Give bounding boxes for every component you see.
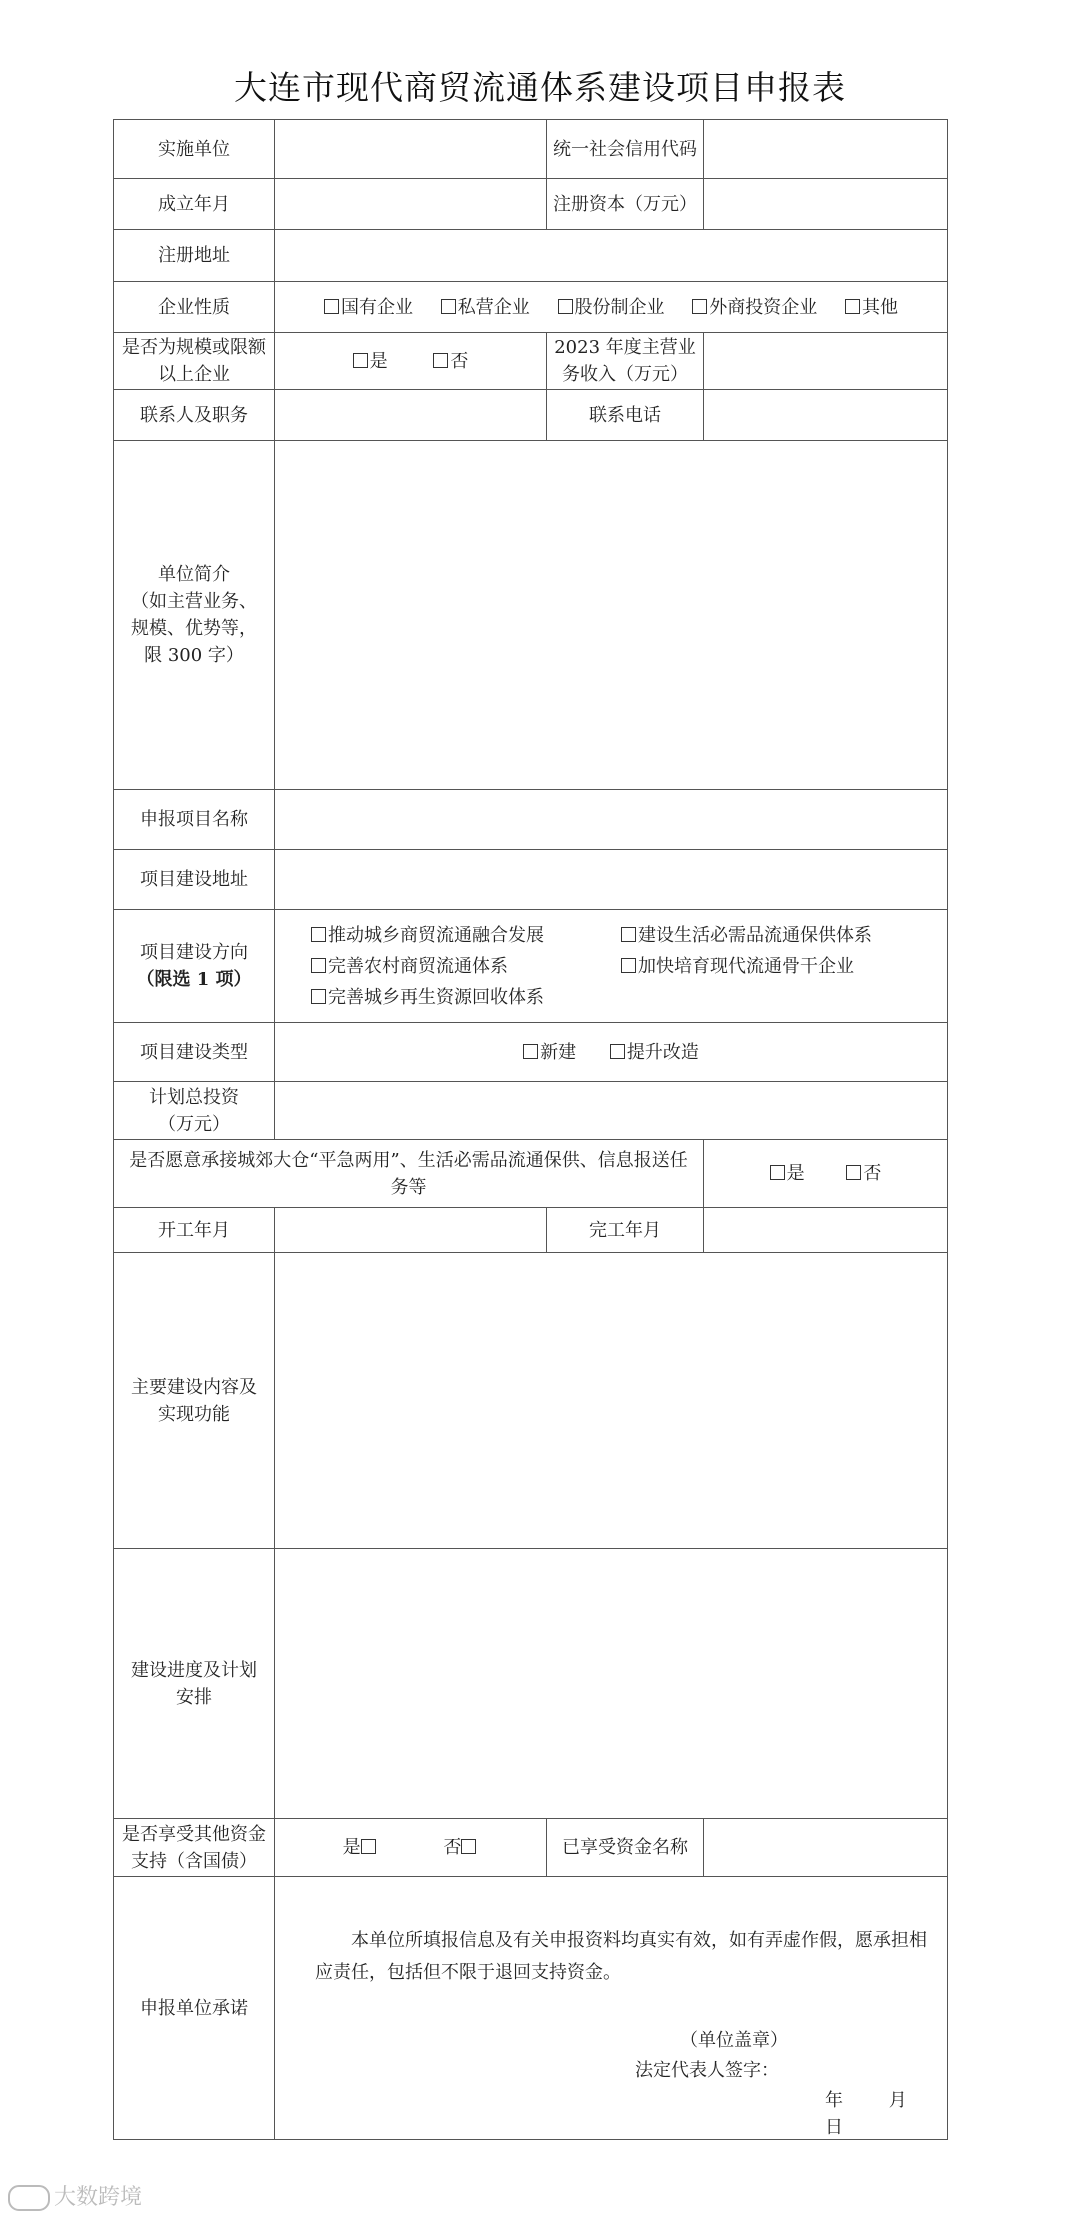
contact-phone-field[interactable] <box>704 390 948 441</box>
checkbox-icon[interactable] <box>311 989 326 1004</box>
label-established-date: 成立年月 <box>114 179 275 230</box>
label-contact-person: 联系人及职务 <box>114 390 275 441</box>
project-direction-options <box>275 910 948 1023</box>
total-investment-field[interactable] <box>275 1082 948 1140</box>
funding-name-field[interactable] <box>704 1819 948 1877</box>
label-undertake-tasks: 是否愿意承接城郊大仓“平急两用”、生活必需品流通保供、信息报送任务等 <box>114 1140 704 1208</box>
checkbox-icon[interactable] <box>846 1165 861 1180</box>
project-name-field[interactable] <box>275 790 948 850</box>
seal-label: （单位盖章） <box>680 2030 788 2051</box>
total-investment-title: 计划总投资 <box>149 1086 239 1108</box>
option-no[interactable]: 否 <box>846 1160 881 1187</box>
scale-enterprise-options <box>275 333 547 390</box>
label-funding-name: 已享受资金名称 <box>547 1819 704 1877</box>
checkbox-icon[interactable] <box>433 353 448 368</box>
label-progress-plan <box>114 1549 275 1819</box>
option-urban-rural-integration[interactable]: 推动城乡商贸流通融合发展 <box>311 922 621 949</box>
project-direction-limit: （限选 1 项） <box>136 969 252 990</box>
checkbox-icon[interactable] <box>441 299 456 314</box>
page-title: 大连市现代商贸流通体系建设项目申报表 <box>234 68 846 107</box>
option-new-build[interactable]: 新建 <box>523 1039 576 1066</box>
label-project-address: 项目建设地址 <box>114 850 275 910</box>
total-investment-unit: （万元） <box>158 1113 230 1135</box>
implementing-unit-field[interactable] <box>275 120 547 179</box>
option-yes[interactable]: 是 <box>343 1834 378 1861</box>
main-content-field[interactable] <box>275 1253 948 1549</box>
label-implementing-unit: 实施单位 <box>114 120 275 179</box>
main-content-title: 主要建设内容及 <box>131 1376 257 1398</box>
unit-profile-hint: 规模、优势等， <box>131 618 257 639</box>
checkbox-icon[interactable] <box>692 299 707 314</box>
label-completion-date: 完工年月 <box>547 1208 704 1253</box>
checkbox-icon[interactable] <box>311 958 326 973</box>
registered-address-field[interactable] <box>275 230 948 282</box>
credit-code-field[interactable] <box>704 120 948 179</box>
unit-profile-hint: （如主营业务、 <box>131 591 257 612</box>
commitment-text: 本单位所填报信息及有关申报资料均真实有效，如有弄虚作假，愿承担相应责任，包括但不限于退回支持资金。 <box>315 1930 927 1983</box>
label-project-name: 申报项目名称 <box>114 790 275 850</box>
project-type-options <box>275 1023 948 1082</box>
commitment-section <box>275 1877 948 2140</box>
watermark-text: 大数跨境 <box>54 2185 143 2210</box>
checkbox-icon[interactable] <box>558 299 573 314</box>
watermark <box>8 2180 142 2211</box>
option-essentials-supply[interactable]: 建设生活必需品流通保供体系 <box>621 922 891 949</box>
label-main-revenue-2023: 2023 年度主营业务收入（万元） <box>547 333 704 390</box>
label-enterprise-type: 企业性质 <box>114 282 275 333</box>
option-yes[interactable]: 是 <box>353 348 388 375</box>
project-address-field[interactable] <box>275 850 948 910</box>
label-commitment: 申报单位承诺 <box>114 1877 275 2140</box>
option-upgrade[interactable]: 提升改造 <box>610 1039 699 1066</box>
label-unit-profile <box>114 441 275 790</box>
checkbox-icon[interactable] <box>324 299 339 314</box>
option-backbone-enterprise[interactable]: 加快培育现代流通骨干企业 <box>621 953 891 980</box>
option-state-owned[interactable]: 国有企业 <box>324 294 413 321</box>
progress-plan-field[interactable] <box>275 1549 948 1819</box>
checkbox-icon[interactable] <box>353 353 368 368</box>
checkbox-icon[interactable] <box>621 927 636 942</box>
enterprise-type-options <box>275 282 948 333</box>
application-form-lower <box>113 1252 948 2140</box>
sign-date[interactable]: 年 月 日 <box>825 2090 907 2138</box>
checkbox-icon[interactable] <box>845 299 860 314</box>
option-yes[interactable]: 是 <box>770 1160 805 1187</box>
checkbox-icon[interactable] <box>770 1165 785 1180</box>
option-recycling-system[interactable]: 完善城乡再生资源回收体系 <box>311 984 621 1011</box>
progress-plan-title: 建设进度及计划 <box>131 1659 257 1681</box>
unit-profile-field[interactable] <box>275 441 948 790</box>
option-foreign-invested[interactable]: 外商投资企业 <box>692 294 817 321</box>
option-rural-commerce[interactable]: 完善农村商贸流通体系 <box>311 953 621 980</box>
option-other[interactable]: 其他 <box>845 294 898 321</box>
progress-plan-title: 安排 <box>176 1686 212 1708</box>
label-registered-capital: 注册资本（万元） <box>547 179 704 230</box>
application-form-upper <box>113 119 948 1253</box>
established-date-field[interactable] <box>275 179 547 230</box>
start-date-field[interactable] <box>275 1208 547 1253</box>
label-start-date: 开工年月 <box>114 1208 275 1253</box>
undertake-tasks-options <box>704 1140 948 1208</box>
checkbox-icon[interactable] <box>311 927 326 942</box>
option-joint-stock[interactable]: 股份制企业 <box>558 294 665 321</box>
option-no[interactable]: 否 <box>443 1834 478 1861</box>
unit-profile-title: 单位简介 <box>158 564 230 585</box>
checkbox-icon[interactable] <box>523 1044 538 1059</box>
label-project-type: 项目建设类型 <box>114 1023 275 1082</box>
registered-capital-field[interactable] <box>704 179 948 230</box>
watermark-logo-icon <box>8 2185 50 2211</box>
other-funding-options <box>275 1819 547 1877</box>
label-contact-phone: 联系电话 <box>547 390 704 441</box>
checkbox-icon[interactable] <box>610 1044 625 1059</box>
project-direction-title: 项目建设方向 <box>140 942 248 963</box>
main-revenue-field[interactable] <box>704 333 948 390</box>
option-no[interactable]: 否 <box>433 348 468 375</box>
unit-profile-hint: 限 300 字） <box>144 645 244 666</box>
label-other-funding: 是否享受其他资金支持（含国债） <box>114 1819 275 1877</box>
label-total-investment <box>114 1082 275 1140</box>
label-registered-address: 注册地址 <box>114 230 275 282</box>
main-content-title: 实现功能 <box>158 1403 230 1425</box>
checkbox-icon[interactable] <box>361 1839 376 1854</box>
completion-date-field[interactable] <box>704 1208 948 1253</box>
checkbox-icon[interactable] <box>461 1839 476 1854</box>
label-credit-code: 统一社会信用代码 <box>547 120 704 179</box>
label-main-content <box>114 1253 275 1549</box>
label-project-direction <box>114 910 275 1023</box>
checkbox-icon[interactable] <box>621 958 636 973</box>
label-scale-enterprise: 是否为规模或限额以上企业 <box>114 333 275 390</box>
contact-person-field[interactable] <box>275 390 547 441</box>
option-private[interactable]: 私营企业 <box>441 294 530 321</box>
signature-label[interactable]: 法定代表人签字： <box>635 2060 779 2081</box>
